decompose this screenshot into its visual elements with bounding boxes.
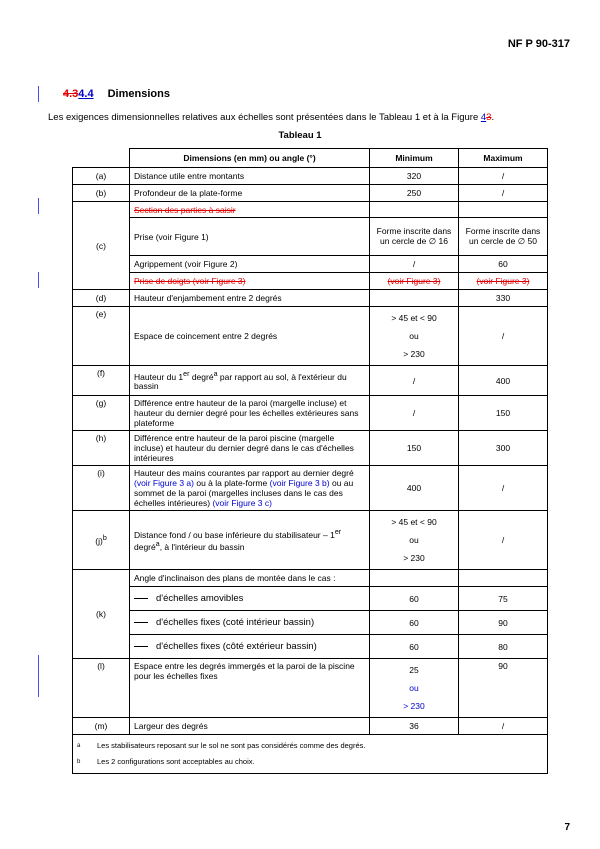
table-caption: Tableau 1 [278, 130, 322, 141]
footnote: a Les stabilisateurs reposant sur le sol ne sont pas considérés comme des degrés. [77, 741, 366, 750]
header-maximum: Maximum [459, 149, 548, 168]
footnote: b Les 2 configurations sont acceptables au choix. [77, 757, 255, 766]
table-row: (l) Espace entre les degrés immergés et la paroi de la piscine pour les échelles fixes 25 ou > 230 90 [73, 659, 548, 718]
document-code: NF P 90-317 [507, 38, 570, 50]
figure-link[interactable]: (voir Figure 3 a) [134, 478, 194, 488]
table-row: Prise de doigts (voir Figure 3) (voir Figure 3) (voir Figure 3) [73, 273, 548, 290]
dimensions-table [72, 148, 548, 774]
table-row: (e) Espace de coincement entre 2 degrés > 45 et < 90 ou > 230 / [73, 307, 548, 366]
deleted-heading: Section des parties à saisir [130, 202, 370, 218]
table-row: Agrippement (voir Figure 2) / 60 [73, 256, 548, 273]
section-number-inserted: 4.4 [78, 88, 94, 100]
section-heading [63, 88, 170, 100]
figure-link[interactable]: (voir Figure 3 b) [269, 478, 330, 488]
table-row: (g) Différence entre hauteur de la paroi (margelle incluse) et hauteur du dernier degré pour les échelles extérieures sans plateforme / 150 [73, 396, 548, 431]
change-bar [38, 272, 39, 288]
table-row: (i) Hauteur des mains courantes par rapport au dernier degré (voir Figure 3 a) ou à la plate-forme (voir Figure 3 b) ou au sommet de la paroi (margelles incluses dans le cas des échelles intérieures) (voir Figure 3 c) 400 / [73, 466, 548, 511]
dash-bullet [134, 598, 148, 599]
header-dimensions: Dimensions (en mm) ou angle (°) [130, 149, 370, 168]
table-row: d'échelles fixes (coté intérieur bassin) 60 90 [73, 611, 548, 635]
table-row: (a) Distance utile entre montants 320 / [73, 168, 548, 185]
dash-bullet [134, 646, 148, 647]
table-header-row [73, 149, 548, 168]
table-row: $(j)^b$ Distance fond / ou base inférieure du stabilisateur – 1er degré$^a$, à l'intérieur du bassin > 45 et < 90 ou > 230 / [73, 511, 548, 570]
section-number-deleted: 4.3 [63, 88, 79, 100]
table-row: d'échelles fixes (côté extérieur bassin) 60 80 [73, 635, 548, 659]
change-bar [38, 86, 39, 102]
change-bar [38, 655, 39, 697]
table-row: (h) Différence entre hauteur de la paroi piscine (margelle incluse) et hauteur du dernier degré dans le cas d'échelles intérieures 150 300 [73, 431, 548, 466]
dash-bullet [134, 622, 148, 623]
table-row: (c) Section des parties à saisir [73, 202, 548, 218]
section-title: Dimensions [107, 88, 170, 100]
change-bar [38, 198, 39, 214]
table-row: (m) Largeur des degrés 36 / [73, 718, 548, 735]
table-row: Prise (voir Figure 1) Forme inscrite dans un cercle de ∅ 16 Forme inscrite dans un cercle de ∅ 50 [73, 218, 548, 256]
header-minimum: Minimum [370, 149, 459, 168]
page-number: 7 [564, 822, 570, 833]
intro-paragraph: Les exigences dimensionnelles relatives aux échelles sont présentées dans le Tableau 1 et à la Figure 43. [48, 112, 495, 123]
table-footnotes [73, 735, 548, 774]
table-row: (d) Hauteur d'enjambement entre 2 degrés 330 [73, 290, 548, 307]
table-row: (k) Angle d'inclinaison des plans de montée dans le cas : [73, 570, 548, 587]
table-row: (b) Profondeur de la plate-forme 250 / [73, 185, 548, 202]
table-row: (f) Hauteur du 1er degré$^a$ par rapport au sol, à l'extérieur du bassin / 400 [73, 366, 548, 396]
figure-link[interactable]: (voir Figure 3 c) [212, 498, 272, 508]
table-row: d'échelles amovibles 60 75 [73, 587, 548, 611]
